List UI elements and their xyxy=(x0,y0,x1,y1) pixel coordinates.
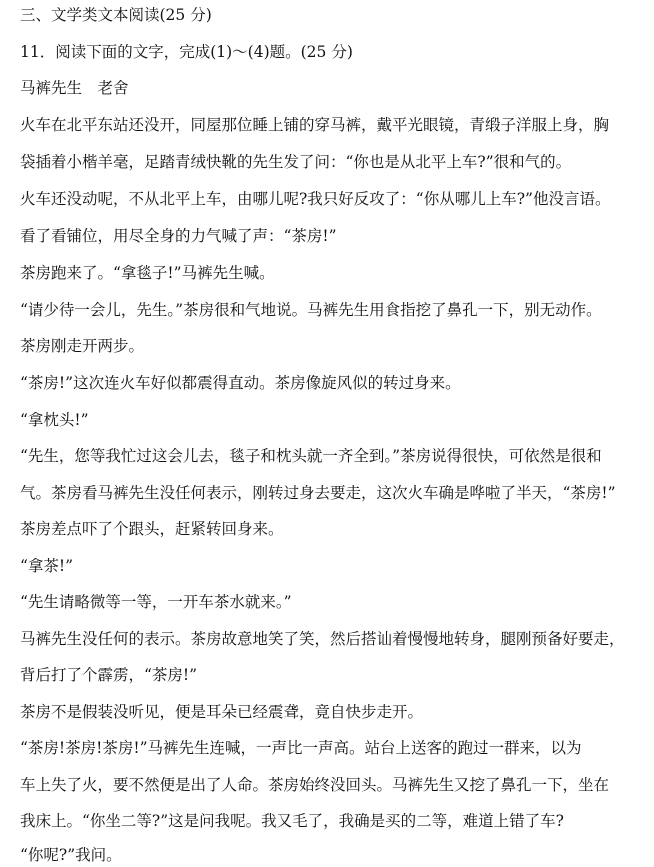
passage-line: “拿茶!” xyxy=(20,557,74,575)
passage-title: 马裤先生 老舍 xyxy=(20,79,129,97)
passage-line: 袋插着小楷羊毫，足踏青绒快靴的先生发了问：“你也是从北平上车?”很和气的。 xyxy=(20,153,572,171)
passage-line: “请少待一会儿，先生。”茶房很和气地说。马裤先生用食指挖了鼻孔一下，别无动作。 xyxy=(20,301,602,319)
passage-line: 我床上。“你坐二等?”这是问我呢。我又毛了，我确是买的二等，难道上错了车? xyxy=(20,812,564,830)
passage-line: 气。茶房看马裤先生没任何表示，刚转过身去要走，这次火车确是哗啦了半天，“茶房!” xyxy=(20,484,616,502)
passage-line: 火车在北平东站还没开，同屋那位睡上铺的穿马裤，戴平光眼镜，青缎子洋服上身，胸 xyxy=(20,116,610,134)
passage-line: 马裤先生没任何的表示。茶房故意地笑了笑，然后搭讪着慢慢地转身，腿刚预备好要走， xyxy=(20,630,625,648)
passage-line: 背后打了个霹雳，“茶房!” xyxy=(20,666,198,684)
passage-line: “茶房!茶房!茶房!”马裤先生连喊，一声比一声高。站台上送客的跑过一群来，以为 xyxy=(20,739,582,757)
passage-line: 茶房差点吓了个跟头，赶紧转回身来。 xyxy=(20,520,284,538)
passage-line: 茶房跑来了。“拿毯子!”马裤先生喊。 xyxy=(20,264,275,282)
passage-line: 茶房不是假装没听见，便是耳朵已经震聋，竟自快步走开。 xyxy=(20,703,424,721)
passage-line: “先生，您等我忙过这会儿去，毯子和枕头就一齐全到。”茶房说得很快，可依然是很和 xyxy=(20,447,602,465)
passage-line: “拿枕头!” xyxy=(20,411,89,429)
passage-line: “你呢?”我问。 xyxy=(20,846,122,864)
passage-line: 看了看铺位，用尽全身的力气喊了声：“茶房!” xyxy=(20,227,337,245)
passage-line: 车上失了火，要不然便是出了人命。茶房始终没回头。马裤先生又挖了鼻孔一下，坐在 xyxy=(20,776,610,794)
question-prompt: 11．阅读下面的文字，完成(1)～(4)题。(25 分) xyxy=(20,43,353,61)
passage-line: “先生请略微等一等，一开车茶水就来。” xyxy=(20,593,292,611)
passage-line: “茶房!”这次连火车好似都震得直动。茶房像旋风似的转过身来。 xyxy=(20,374,461,392)
section-heading: 三、文学类文本阅读(25 分) xyxy=(20,6,212,24)
passage-line: 茶房刚走开两步。 xyxy=(20,337,145,355)
passage-line: 火车还没动呢，不从北平上车，由哪儿呢?我只好反攻了：“你从哪儿上车?”他没言语。 xyxy=(20,190,611,208)
